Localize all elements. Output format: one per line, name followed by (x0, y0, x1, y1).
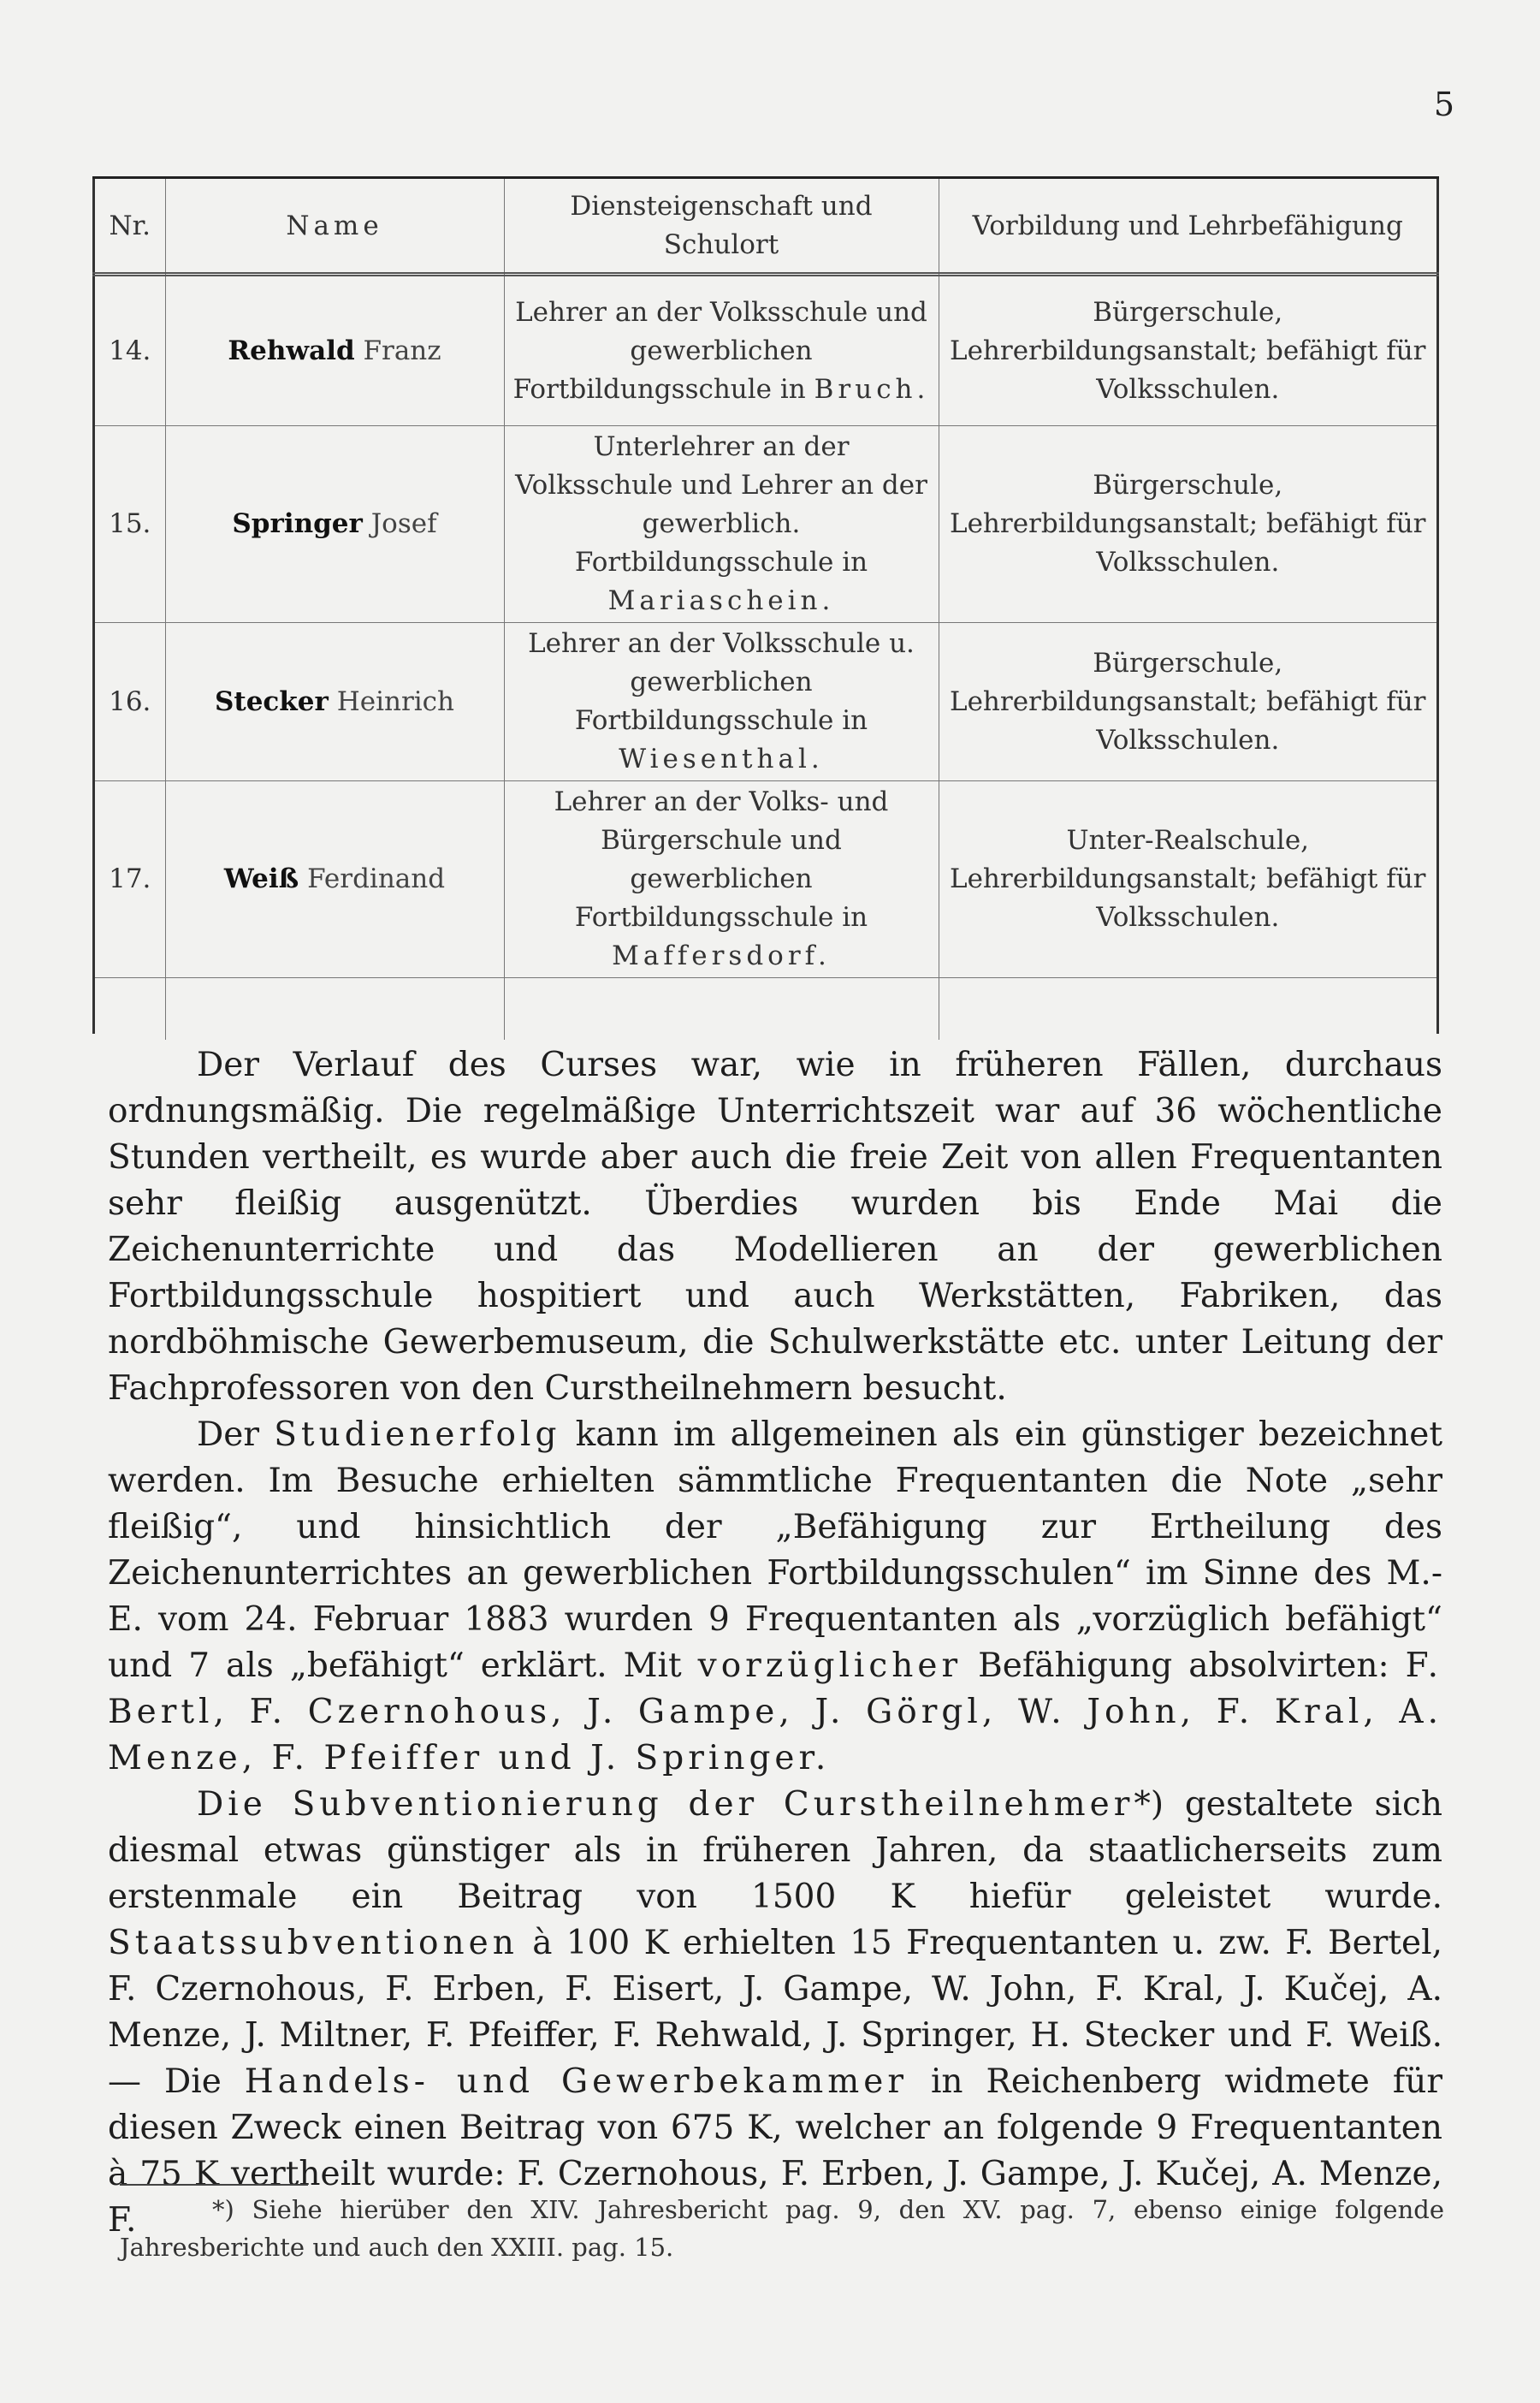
page-number: 5 (1433, 86, 1454, 123)
row-nr: 17. (95, 781, 165, 978)
row-service (504, 276, 939, 426)
row-training: Bürgerschule, Lehrerbildungsanstalt; befähigt für Volksschulen. (939, 426, 1436, 623)
row-service (504, 623, 939, 781)
service-text: Lehrer an der Volks- und Bürgerschule und gewerblichen Fortbildungsschule in (554, 786, 889, 933)
row-nr: 16. (95, 623, 165, 781)
surname: Weiß (223, 863, 299, 894)
table-row (95, 276, 1436, 426)
given-name: Josef (370, 508, 437, 539)
header-name: Name (165, 176, 504, 276)
school-place: Maffersdorf. (612, 940, 831, 971)
table-row (95, 781, 1436, 978)
row-service (504, 426, 939, 623)
footnote-text: *) Siehe hierüber den XIV. Jahresbericht pag. 9, den XV. pag. 7, ebenso einige folgende Jahresberichte und auch den XXIII. pag. 15. (120, 2195, 1444, 2262)
paragraph-course: Der Verlauf des Curses war, wie in früheren Fällen, durchaus ordnungsmäßig. Die regelmäßige Unterrichtszeit war auf 36 wöchentliche Stunden vertheilt, es wurde aber auch die freie Zeit von allen Frequentanten sehr fleißig ausgenützt. Überdies wurden bis Ende Mai die Zeichenunterrichte und das Modellieren an der gewerblichen Fortbildungsschule hospitiert und auch Werkstätten, Fabriken, das nordböhmische Gewerbemuseum, die Schulwerkstätte etc. unter Leitung der Fachprofessoren von den Curstheilnehmern besucht. (108, 1046, 1442, 1408)
row-name (165, 781, 504, 978)
school-place: Mariaschein. (607, 585, 835, 616)
row-service (504, 781, 939, 978)
service-text: Lehrer an der Volksschule und gewerblichen Fortbildungsschule in (512, 296, 927, 405)
header-training: Vorbildung und Lehrbefähigung (939, 176, 1436, 276)
body-text (108, 1042, 1442, 2244)
surname: Rehwald (228, 335, 355, 366)
paragraph-study-result: Der Studienerfolg kann im allgemeinen als ein günstiger bezeichnet werden. Im Besuche erhielten sämmtliche Frequentanten die Note „sehr fleißig“, und hinsichtlich der „Befähigung zur Ertheilung des Zeichenunterrichtes an gewerblichen Fortbildungsschulen“ im Sinne des M.-E. vom 24. Februar 1883 wurden 9 Frequentanten als „vorzüglich befähigt“ und 7 als „befähigt“ erklärt. Mit vorzüglicher Befähigung absolvirten: F. Bertl, F. Czernohous, J. Gampe, J. Görgl, W. John, F. Kral, A. Menze, F. Pfeiffer und J. Springer. (108, 1415, 1443, 1777)
row-nr: 15. (95, 426, 165, 623)
table-row (95, 623, 1436, 781)
header-service: Diensteigenschaft und Schulort (504, 176, 939, 276)
school-place: Wiesenthal. (619, 744, 824, 774)
row-nr: 14. (95, 276, 165, 426)
row-name (165, 426, 504, 623)
row-training: Bürgerschule, Lehrerbildungsanstalt; befähigt für Volksschulen. (939, 276, 1436, 426)
footnote (120, 2191, 1444, 2266)
row-name (165, 276, 504, 426)
paragraph-subvention: Die Subventionierung der Curstheilnehmer*) gestaltete sich diesmal etwas günstiger als in früheren Jahren, da staatlicherseits zum erstenmale ein Beitrag von 1500 K hiefür geleistet wurde. Staatssubventionen à 100 K erhielten 15 Frequentanten u. zw. F. Bertel, F. Czernohous, F. Erben, F. Eisert, J. Gampe, W. John, F. Kral, J. Kučej, A. Menze, J. Miltner, F. Pfeiffer, F. Rehwald, J. Springer, H. Stecker und F. Weiß. — Die Handels- und Gewerbekammer in Reichenberg widmete für diesen Zweck einen Beitrag von 675 K, welcher an folgende 9 Frequentanten à 75 K vertheilt wurde: F. Czernohous, F. Erben, J. Gampe, J. Kučej, A. Menze, F. (108, 1785, 1443, 2240)
header-nr: Nr. (95, 176, 165, 276)
given-name: Ferdinand (307, 863, 446, 894)
service-text: Unterlehrer an der Volksschule und Lehrer an der gewerblich. Fortbildungsschule in (515, 431, 927, 578)
service-text: Lehrer an der Volksschule u. gewerblichen Fortbildungsschule in (528, 628, 915, 736)
given-name: Franz (363, 335, 441, 366)
given-name: Heinrich (336, 685, 455, 717)
school-place: Bruch. (814, 373, 930, 405)
table-row (95, 426, 1436, 623)
teacher-table (92, 176, 1439, 1034)
row-training: Unter-Realschule, Lehrerbildungsanstalt; befähigt für Volksschulen. (939, 781, 1436, 978)
row-training: Bürgerschule, Lehrerbildungsanstalt; befähigt für Volksschulen. (939, 623, 1436, 781)
footnote-rule (120, 2184, 308, 2186)
row-name (165, 623, 504, 781)
table-header-row (95, 176, 1436, 276)
surname: Springer (232, 508, 363, 539)
table-filler-row (95, 978, 1436, 1041)
surname: Stecker (214, 685, 329, 717)
